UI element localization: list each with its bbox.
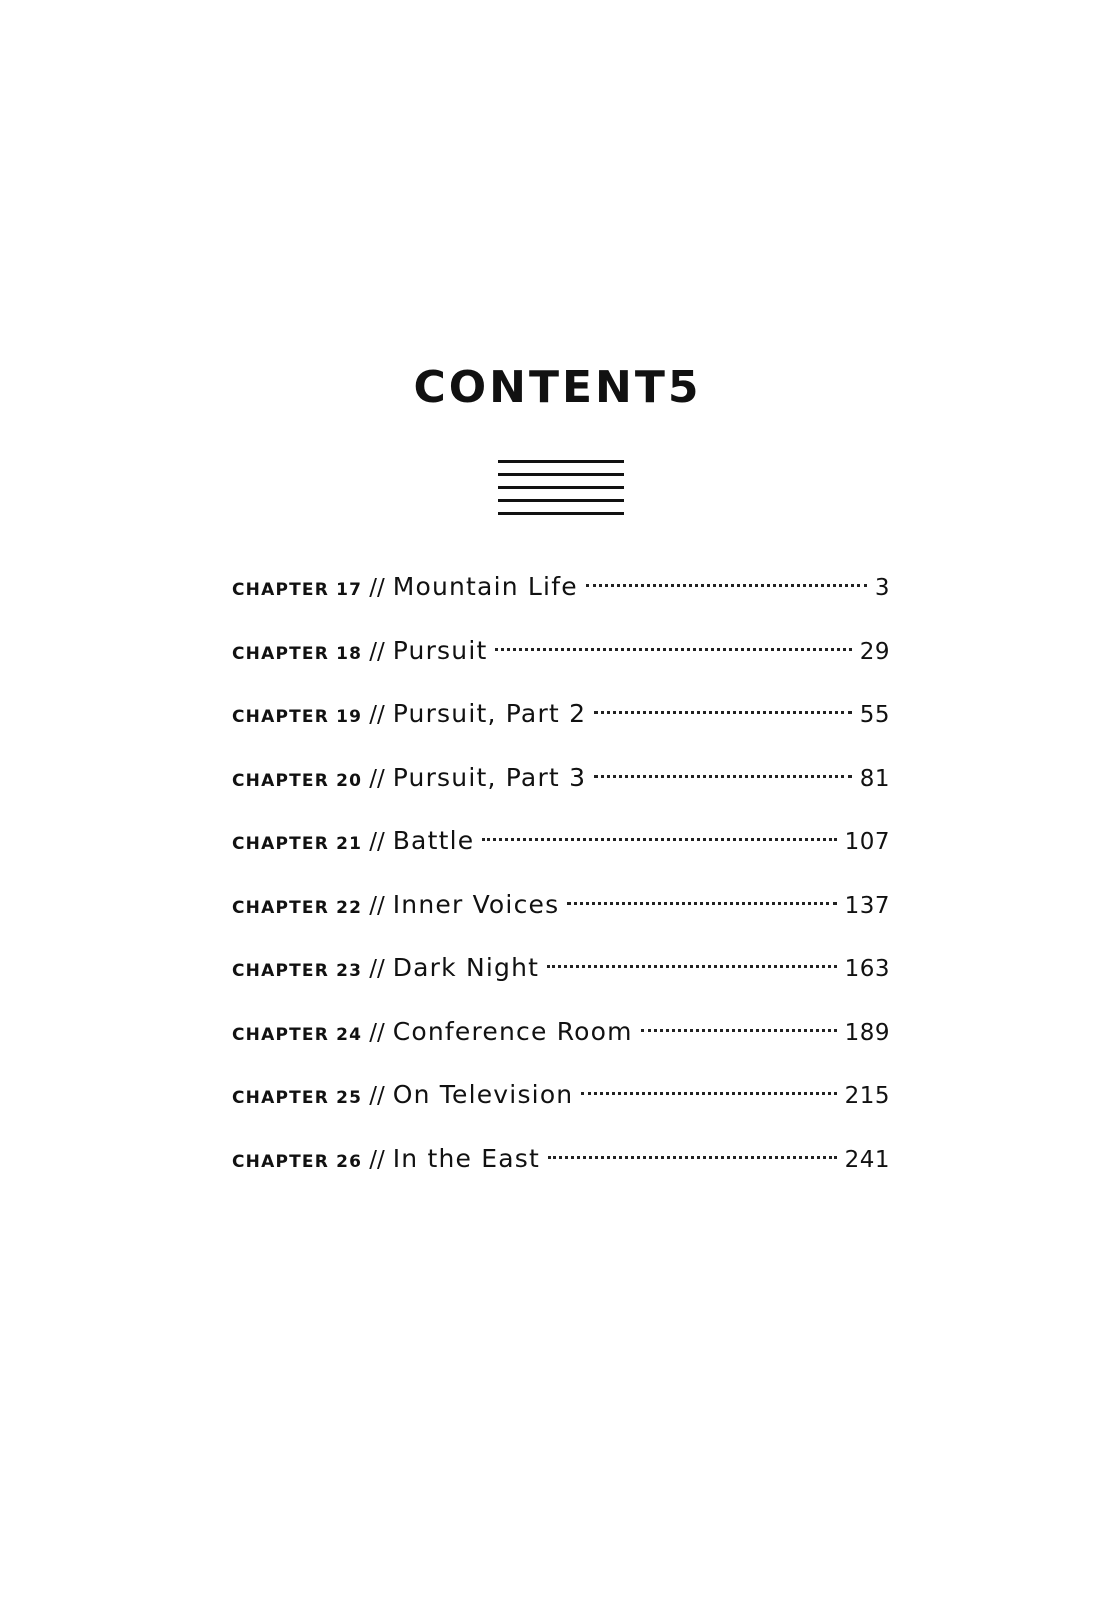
separator: // [369,1019,385,1046]
separator: // [369,638,385,665]
toc-entry[interactable] [232,625,890,689]
page-number: 189 [844,1019,890,1046]
separator: // [369,829,385,855]
chapter-number: CHAPTER 21 [232,834,363,854]
chapter-number: CHAPTER 17 [232,580,363,600]
page-number: 81 [859,765,890,792]
page-title: CONTENT5 [413,362,702,413]
chapter-title: Dark Night [392,953,540,982]
toc-entry[interactable] [232,561,890,625]
chapter-number: CHAPTER 24 [232,1024,363,1045]
dot-leader [495,648,851,651]
separator: // [369,1146,385,1173]
dot-leader [581,1092,836,1095]
chapter-title: Pursuit, Part 2 [392,699,587,728]
dot-leader [548,1156,837,1159]
separator: // [369,892,385,919]
toc-entry[interactable] [232,752,890,816]
rule-line [498,499,624,502]
chapter-title: In the East [392,1143,540,1173]
rule-line [498,512,624,515]
chapter-title: Inner Voices [392,889,560,919]
toc-entry[interactable] [232,815,890,879]
page-number: 241 [844,1146,890,1173]
toc-entry[interactable] [232,879,890,943]
table-of-contents [232,561,890,1196]
page-number: 55 [859,702,890,728]
rule-line [498,460,624,463]
toc-entry[interactable] [232,1069,890,1133]
rule-line [498,473,624,476]
page-number: 3 [874,575,890,601]
chapter-number: CHAPTER 22 [232,897,363,918]
page-number: 163 [844,956,890,982]
separator: // [369,1083,385,1109]
chapter-title: Battle [392,826,475,855]
page-number: 107 [844,829,890,855]
dot-leader [641,1029,837,1032]
separator: // [369,765,385,792]
chapter-number: CHAPTER 26 [232,1151,363,1172]
chapter-title: Pursuit [392,635,488,665]
chapter-title: Pursuit, Part 3 [392,762,587,792]
page-number: 215 [844,1083,890,1109]
chapter-title: Conference Room [392,1016,633,1046]
dot-leader [594,711,852,714]
toc-entry[interactable] [232,688,890,752]
dot-leader [547,965,836,968]
toc-entry[interactable] [232,942,890,1006]
chapter-title: On Television [392,1080,574,1109]
dot-leader [567,902,836,905]
chapter-number: CHAPTER 20 [232,770,363,791]
dot-leader [586,584,867,587]
toc-entry[interactable] [232,1133,890,1197]
chapter-number: CHAPTER 25 [232,1088,363,1108]
toc-entry[interactable] [232,1006,890,1070]
separator: // [369,702,385,728]
chapter-number: CHAPTER 23 [232,961,363,981]
chapter-number: CHAPTER 19 [232,707,363,727]
chapter-title: Mountain Life [392,572,578,601]
dot-leader [594,775,852,778]
decorative-rule-lines [498,460,624,518]
dot-leader [482,838,836,841]
chapter-number: CHAPTER 18 [232,643,363,664]
page-number: 137 [844,892,890,919]
separator: // [369,956,385,982]
rule-line [498,486,624,489]
separator: // [369,575,385,601]
page-number: 29 [859,638,890,665]
